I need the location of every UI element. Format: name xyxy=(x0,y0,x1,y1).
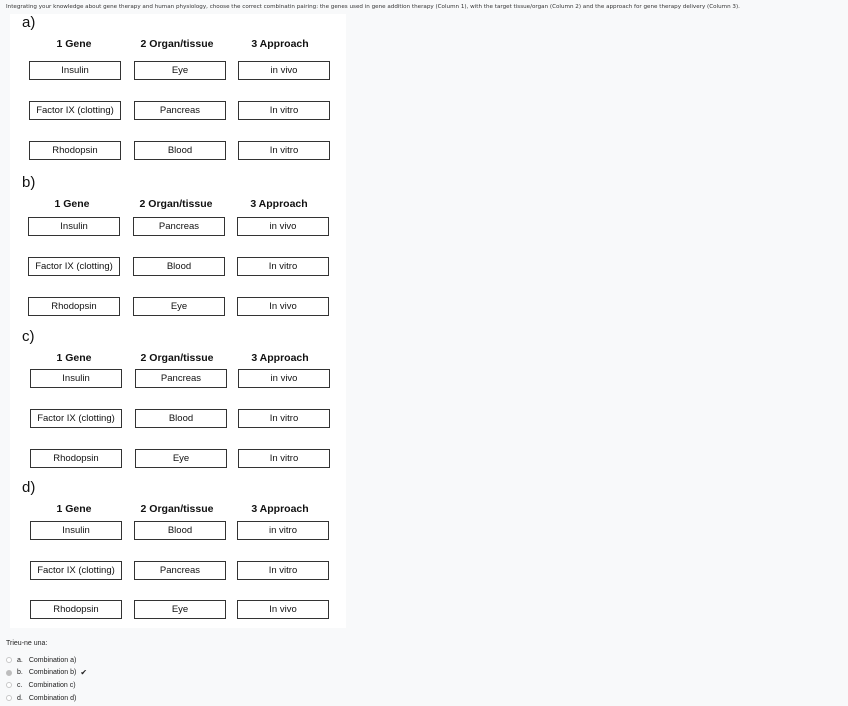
header-gene: 1 Gene xyxy=(56,352,92,364)
header-approach: 3 Approach xyxy=(251,38,309,50)
header-approach: 3 Approach xyxy=(251,503,309,515)
header-organ: 2 Organ/tissue xyxy=(140,38,214,50)
cell-organ: Blood xyxy=(133,257,225,276)
cell-gene: Insulin xyxy=(28,217,120,236)
cell-organ: Eye xyxy=(134,61,226,80)
radio-button-selected[interactable] xyxy=(6,670,12,676)
option-letter: d) xyxy=(22,479,36,496)
correct-check-icon: ✔ xyxy=(80,668,88,678)
cell-approach: in vivo xyxy=(238,61,330,80)
cell-gene: Insulin xyxy=(30,521,122,540)
cell-organ: Pancreas xyxy=(134,561,226,580)
option-block-d xyxy=(10,479,346,631)
cell-approach: In vitro xyxy=(237,257,329,276)
choice-letter: a. xyxy=(17,656,23,664)
cell-approach: in vivo xyxy=(238,369,330,388)
header-gene: 1 Gene xyxy=(54,198,90,210)
choice-letter: b. xyxy=(17,669,23,677)
cell-organ: Blood xyxy=(134,521,226,540)
option-letter: a) xyxy=(22,14,36,31)
header-organ: 2 Organ/tissue xyxy=(140,503,214,515)
cell-approach: In vitro xyxy=(238,101,330,120)
cell-approach: In vitro xyxy=(238,141,330,160)
radio-button[interactable] xyxy=(6,695,12,701)
cell-organ: Pancreas xyxy=(133,217,225,236)
cell-approach: In vitro xyxy=(238,449,330,468)
cell-gene: Factor IX (clotting) xyxy=(28,257,120,276)
cell-approach: In vivo xyxy=(237,297,329,316)
cell-gene: Factor IX (clotting) xyxy=(29,101,121,120)
header-gene: 1 Gene xyxy=(56,503,92,515)
answer-choice-c[interactable] xyxy=(6,679,87,692)
cell-gene: Rhodopsin xyxy=(29,141,121,160)
radio-button[interactable] xyxy=(6,657,12,663)
cell-organ: Eye xyxy=(134,600,226,619)
cell-approach: in vitro xyxy=(237,521,329,540)
cell-gene: Factor IX (clotting) xyxy=(30,409,122,428)
cell-approach: In vitro xyxy=(237,561,329,580)
choice-letter: c. xyxy=(17,681,23,689)
choice-label: Combination c) xyxy=(28,681,76,689)
option-block-a xyxy=(10,14,346,166)
header-approach: 3 Approach xyxy=(250,198,308,210)
answer-choice-a[interactable] xyxy=(6,654,87,667)
header-gene: 1 Gene xyxy=(56,38,92,50)
answer-choice-d[interactable] xyxy=(6,692,87,705)
cell-gene: Rhodopsin xyxy=(28,297,120,316)
cell-approach: In vivo xyxy=(237,600,329,619)
header-organ: 2 Organ/tissue xyxy=(140,352,214,364)
choice-label: Combination b) xyxy=(28,669,77,677)
question-text: Integrating your knowledge about gene therapy and human physiology, choose the correct combinatin pairing: the genes used in gene addition therapy (Column 1), with the target tissue/organ (Column 2) and the approach for gene therapy delivery (Column 3). xyxy=(6,4,740,10)
cell-gene: Rhodopsin xyxy=(30,449,122,468)
option-block-c xyxy=(10,328,346,480)
cell-approach: In vitro xyxy=(238,409,330,428)
option-letter: b) xyxy=(22,174,36,191)
cell-gene: Insulin xyxy=(30,369,122,388)
answer-choice-b[interactable] xyxy=(6,667,87,680)
cell-approach: in vivo xyxy=(237,217,329,236)
cell-gene: Insulin xyxy=(29,61,121,80)
cell-gene: Factor IX (clotting) xyxy=(30,561,122,580)
cell-organ: Pancreas xyxy=(135,369,227,388)
cell-organ: Eye xyxy=(133,297,225,316)
answer-options xyxy=(6,640,87,704)
choice-label: Combination d) xyxy=(28,694,77,702)
choice-letter: d. xyxy=(17,694,23,702)
cell-organ: Blood xyxy=(134,141,226,160)
choice-label: Combination a) xyxy=(28,656,77,664)
cell-organ: Eye xyxy=(135,449,227,468)
option-letter: c) xyxy=(22,328,35,345)
radio-button[interactable] xyxy=(6,682,12,688)
option-block-b xyxy=(10,174,346,326)
combinations-figure xyxy=(10,14,346,628)
answer-prompt: Trieu-ne una: xyxy=(6,640,48,647)
header-approach: 3 Approach xyxy=(251,352,309,364)
header-organ: 2 Organ/tissue xyxy=(139,198,213,210)
cell-gene: Rhodopsin xyxy=(30,600,122,619)
cell-organ: Blood xyxy=(135,409,227,428)
cell-organ: Pancreas xyxy=(134,101,226,120)
